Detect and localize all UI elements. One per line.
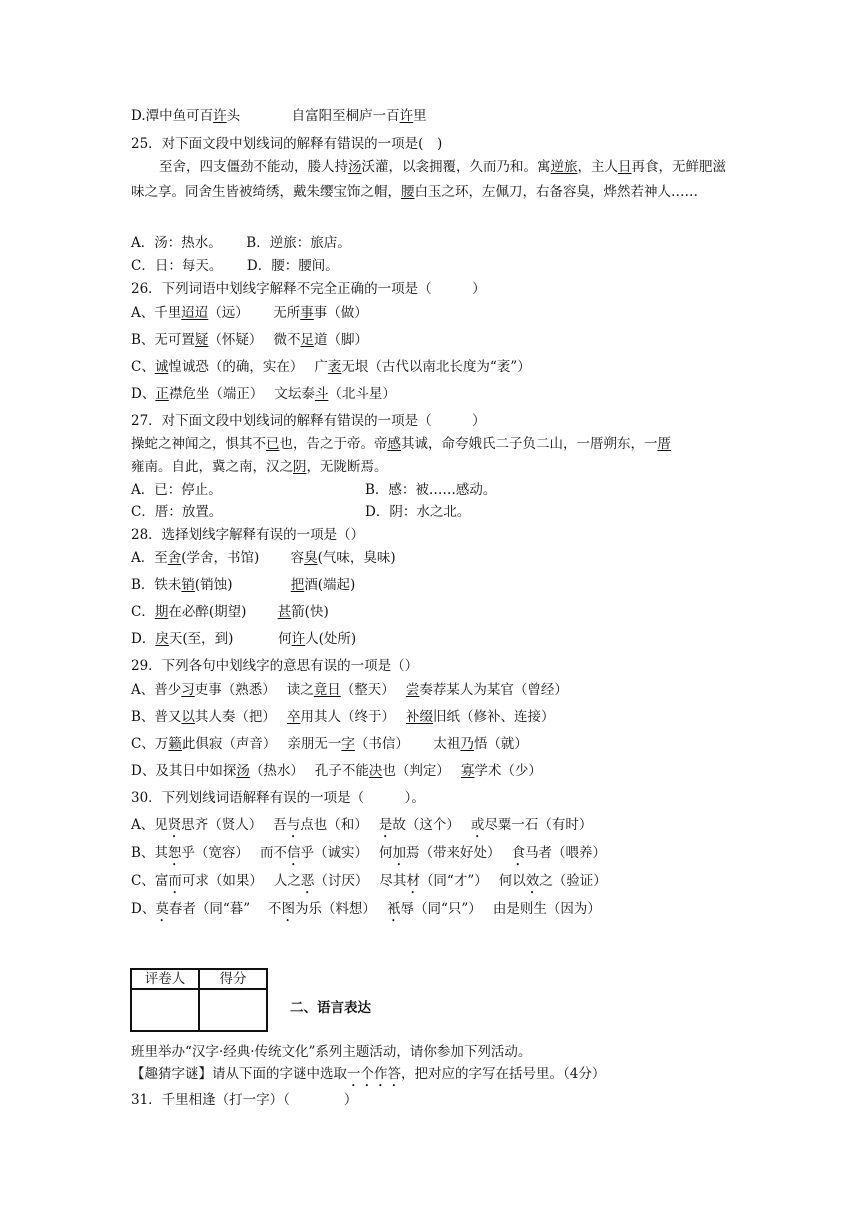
q27-option-a: A．已：停止。	[131, 482, 222, 498]
grader-cell	[131, 989, 199, 1031]
q26-stem: 26．下列词语中划线字解释不完全正确的一项是（ ）	[131, 281, 486, 297]
grader-header: 评卷人	[131, 969, 199, 989]
q27-option-b: B．感：被……感动。	[365, 482, 497, 498]
score-header: 得分	[199, 969, 267, 989]
q28-option-b: B．铁未销(销蚀) 把酒(端起)	[131, 577, 356, 593]
q29-option-c: C、万籁此俱寂（声音） 亲朋无一字（书信） 太祖乃悟（就）	[131, 736, 528, 752]
q27-stem: 27．对下面文段中划线词的解释有错误的一项是（ ）	[131, 413, 486, 429]
q26-option-c: C、诚惶诚恐（的确，实在） 广袤无垠（古代以南北长度为“袤”）	[131, 359, 531, 375]
q28-option-a: A．至舍(学舍，书馆) 容臭(气味，臭味)	[131, 550, 396, 566]
q29-option-d: D、及其日中如探汤（热水） 孔子不能决也（判定） 寡学术（少）	[131, 763, 542, 779]
q31-stem: 31．千里相逢（打一字）（ ）	[131, 1092, 358, 1108]
q29-stem: 29．下列各句中划线字的意思有误的一项是（）	[131, 658, 419, 674]
q27-passage-line1: 操蛇之神闻之，惧其不已也，告之于帝。帝感其诚，命夸娥氏二子负二山，一厝朔东，一厝	[131, 436, 671, 452]
q28-option-d: D．戾天(至，到) 何许人(处所)	[131, 631, 357, 647]
score-cell	[199, 989, 267, 1031]
score-table	[130, 968, 268, 1032]
q30-stem: 30．下列划线词语解释有误的一项是（ ）。	[131, 790, 425, 806]
riddle-instruction: 【趣猜字谜】请从下面的字谜中选取一个作答，把对应的字写在括号里。（4分）	[131, 1066, 606, 1082]
activity-intro: 班里举办“汉字·经典·传统文化”系列主题活动，请你参加下列活动。	[131, 1044, 532, 1060]
q24-option-d: D.潭中鱼可百许头 自富阳至桐庐一百许里	[131, 108, 427, 124]
q29-option-b: B、普又以其人奏（把） 卒用其人（终于） 补缀旧纸（修补、连接）	[131, 709, 555, 725]
q30-option-a: A、见贤思齐（贤人） 吾与点也（和） 是故（这个） 或尽粟一石（有时）	[131, 817, 593, 833]
q27-passage-line2: 雍南。自此，冀之南，汉之阴，无陇断焉。	[131, 459, 388, 475]
q30-option-b: B、其恕乎（宽容） 而不信乎（诚实） 何加焉（带来好处） 食马者（喂养）	[131, 845, 607, 861]
q25-stem: 25．对下面文段中划线词的解释有错误的一项是( )	[131, 136, 443, 152]
q28-option-c: C．期在必醉(期望) 甚箭(快)	[131, 604, 329, 620]
q30-option-d: D、莫春者（同“暮” 不图为乐（料想） 衹辱（同“只”） 由是则生（因为）	[131, 901, 601, 917]
section-title: 二、语言表达	[290, 1000, 371, 1016]
q26-option-b: B、无可置疑（怀疑） 微不足道（脚）	[131, 332, 368, 348]
q27-option-d: D．阴：水之北。	[365, 504, 471, 520]
q25-options-ab: A．汤：热水。 B．逆旅：旅店。	[131, 235, 351, 251]
q27-option-c: C．厝：放置。	[131, 504, 223, 520]
q28-stem: 28．选择划线字解释有误的一项是（）	[131, 527, 365, 543]
q29-option-a: A、普少习吏事（熟悉） 读之竟日（整天） 尝奏荐某人为某官（曾经）	[131, 682, 568, 698]
q25-options-cd: C．日：每天。 D．腰：腰间。	[131, 258, 339, 274]
q25-passage: 至舍，四支僵劲不能动，媵人持汤沃灌，以衾拥覆，久而乃和。寓逆旅，主人日再食，无鲜肥滋味之享。同舍生皆被绮绣，戴朱缨宝饰之帽，腰白玉之环，左佩刀，右备容臭，烨然若神人……	[131, 159, 726, 200]
q26-option-a: A、千里迢迢（远） 无所事事（做）	[131, 305, 368, 321]
q30-option-c: C、富而可求（如果） 人之恶（讨厌） 尽其材（同“才”） 何以效之（验证）	[131, 873, 607, 889]
q26-option-d: D、正襟危坐（端正） 文坛泰斗（北斗星）	[131, 386, 396, 402]
